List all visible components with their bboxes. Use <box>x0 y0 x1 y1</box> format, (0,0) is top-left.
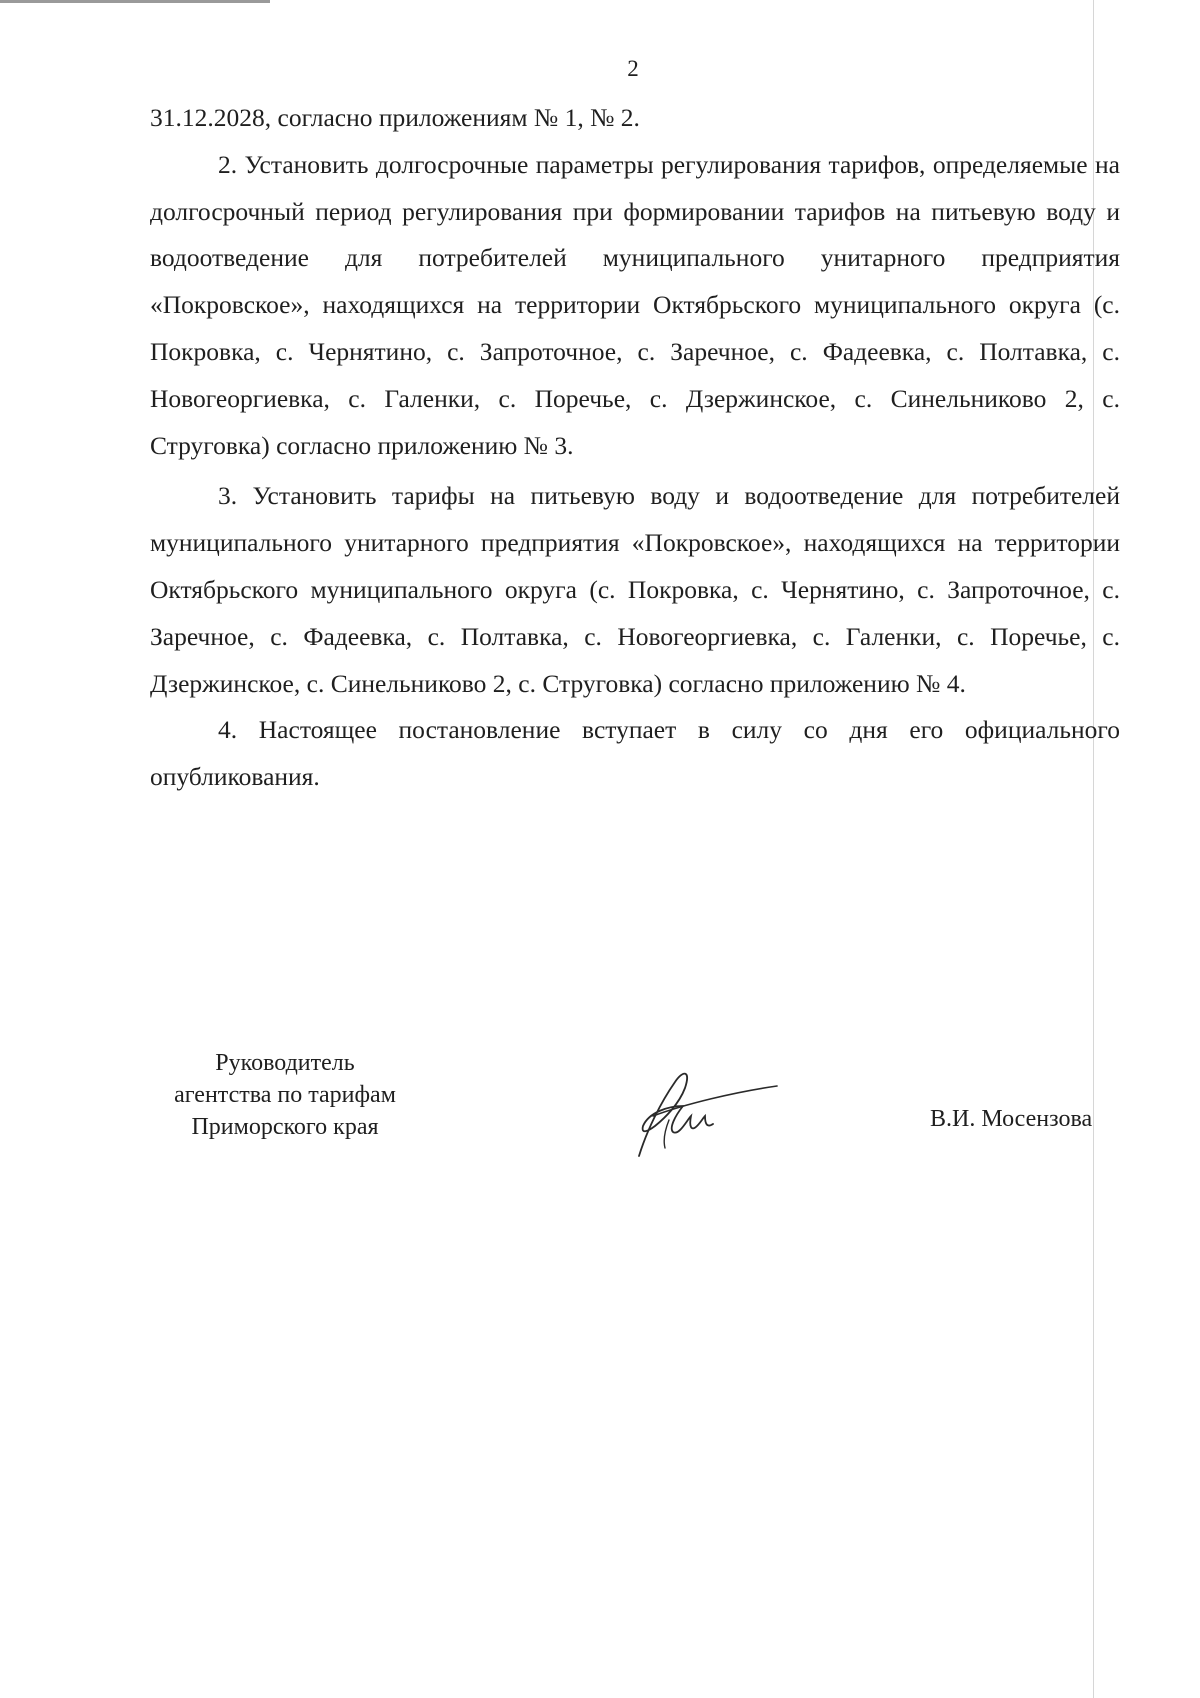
signatory-position <box>150 1047 420 1143</box>
signatory-name: В.И. Мосензова <box>930 1106 1093 1132</box>
signatory-position-line: Руководитель <box>215 1050 355 1076</box>
paragraph-item-2: 2. Установить долгосрочные параметры регулирования тарифов, определяемые на долгосрочный период регулирования при формировании тарифов на питьевую воду и водоотведение для потребителей муниципального унитарного предприятия «Покровское», находящихся на территории Октябрьского муниципального округа (с. Покровка, с. Чернятино, с. Запроточное, с. Заречное, с. Фадеевка, с. Полтавка, с. Новогеоргиевка, с. Галенки, с. Поречье, с. Дзержинское, с. Синельниково 2, с. Струговка) согласно приложению № 3. <box>150 149 1120 460</box>
document-body <box>150 95 1120 801</box>
paragraph-item-4: 4. Настоящее постановление вступает в силу со дня его официального опубликования. <box>150 715 1120 792</box>
paragraph-item-3: 3. Установить тарифы на питьевую воду и водоотведение для потребителей муниципального унитарного предприятия «Покровское», находящихся на территории Октябрьского муниципального округа (с. Покровка, с. Чернятино, с. Запроточное, с. Заречное, с. Фадеевка, с. Полтавка, с. Новогеоргиевка, с. Галенки, с. Поречье, с. Дзержинское, с. Синельниково 2, с. Струговка) согласно приложению № 4. <box>150 481 1120 698</box>
handwritten-signature <box>625 1060 785 1170</box>
signatory-position-line: агентства по тарифам <box>174 1082 396 1108</box>
scan-edge-top <box>0 0 270 3</box>
paragraph-continuation: 31.12.2028, согласно приложениям № 1, № 2. <box>150 103 640 132</box>
signatory-position-line: Приморского края <box>191 1114 379 1140</box>
page-number: 2 <box>627 56 639 81</box>
